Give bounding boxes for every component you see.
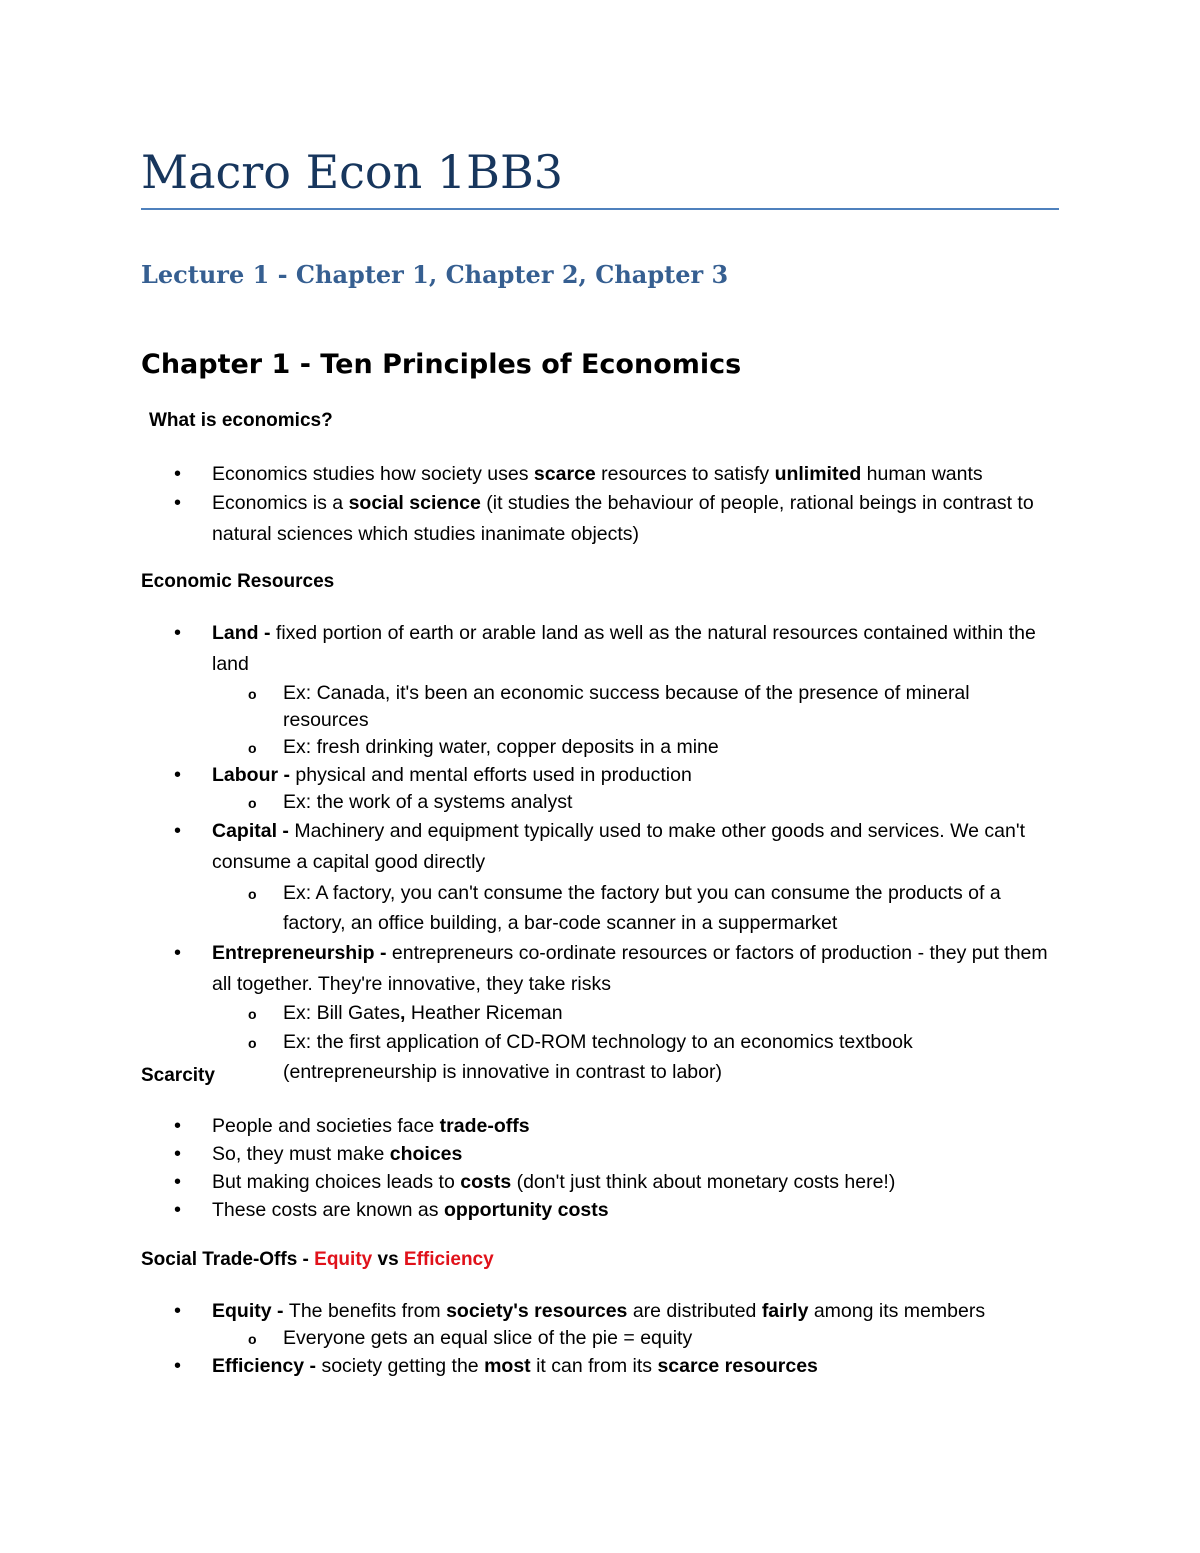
list-item: • Efficiency - society getting the most it can from its scarce resources xyxy=(141,1352,1059,1380)
list-item: • Economics studies how society uses scarce resources to satisfy unlimited human wants xyxy=(141,460,1059,488)
what-is-heading: What is economics? xyxy=(149,410,333,431)
list-item: • Economics is a social science (it studies the behaviour of people, rational beings in contrast to natural sciences which studies inanimate objects) xyxy=(141,488,1059,550)
sub-list-item: o Ex: the work of a systems analyst xyxy=(141,789,1059,816)
resources-heading: Economic Resources xyxy=(141,571,335,592)
list-item: • Equity - The benefits from society's resources are distributed fairly among its members xyxy=(141,1297,1059,1325)
bullet-icon: • xyxy=(174,492,182,514)
bullet-icon: • xyxy=(174,1115,182,1137)
title-rule xyxy=(141,208,1059,210)
bullet-icon: • xyxy=(174,1355,182,1377)
list-item: • But making choices leads to costs (don't just think about monetary costs here!) xyxy=(141,1168,1059,1196)
what-is-list xyxy=(141,460,1059,550)
bullet-icon: • xyxy=(174,820,182,842)
lecture-heading: Lecture 1 - Chapter 1, Chapter 2, Chapter 3 xyxy=(141,260,729,289)
scarcity-list xyxy=(141,1112,1059,1224)
sub-list-item: o Ex: the first application of CD-ROM technology to an economics textbook (entrepreneurship is innovative in contrast to labor) xyxy=(141,1027,1059,1087)
list-item: • So, they must make choices xyxy=(141,1140,1059,1168)
list-item: • Land - fixed portion of earth or arable land as well as the natural resources contained within the land xyxy=(141,618,1059,680)
list-item: • Capital - Machinery and equipment typically used to make other goods and services. We can't consume a capital good directly xyxy=(141,816,1059,878)
chapter-heading: Chapter 1 - Ten Principles of Economics xyxy=(141,349,742,380)
bullet-icon: • xyxy=(174,1199,182,1221)
bullet-icon: • xyxy=(174,463,182,485)
tradeoffs-list xyxy=(141,1297,1059,1380)
sub-bullet-icon: o xyxy=(248,1006,257,1022)
list-item: • People and societies face trade-offs xyxy=(141,1112,1059,1140)
bullet-icon: • xyxy=(174,764,182,786)
tradeoffs-heading: Social Trade-Offs - Equity vs Efficiency xyxy=(141,1249,494,1270)
scarcity-heading: Scarcity xyxy=(141,1065,215,1086)
sub-bullet-icon: o xyxy=(248,1035,257,1051)
bullet-icon: • xyxy=(174,622,182,644)
list-item: • Labour - physical and mental efforts used in production xyxy=(141,761,1059,789)
resources-list xyxy=(141,618,1059,1087)
sub-list-item: o Ex: Bill Gates, Heather Riceman xyxy=(141,1000,1059,1027)
sub-bullet-icon: o xyxy=(248,740,257,756)
bullet-icon: • xyxy=(174,942,182,964)
bullet-icon: • xyxy=(174,1300,182,1322)
sub-list-item: o Everyone gets an equal slice of the pie = equity xyxy=(141,1325,1059,1352)
sub-list-item: o Ex: fresh drinking water, copper deposits in a mine xyxy=(141,734,1059,761)
sub-list-item: o Ex: Canada, it's been an economic success because of the presence of mineral resources xyxy=(248,682,970,731)
list-item: • Entrepreneurship - entrepreneurs co-ordinate resources or factors of production - they put them all together. They're innovative, they take risks xyxy=(141,938,1059,1000)
sub-bullet-icon: o xyxy=(248,886,257,902)
sub-bullet-icon: o xyxy=(248,1331,257,1347)
sub-bullet-icon: o xyxy=(248,795,257,811)
document-title: Macro Econ 1BB3 xyxy=(141,145,564,199)
sub-bullet-icon: o xyxy=(248,686,257,702)
bullet-icon: • xyxy=(174,1143,182,1165)
bullet-icon: • xyxy=(174,1171,182,1193)
sub-list-item: o Ex: A factory, you can't consume the factory but you can consume the products of a factory, an office building, a bar-code scanner in a suppermarket xyxy=(141,878,1059,938)
list-item: • These costs are known as opportunity costs xyxy=(141,1196,1059,1224)
